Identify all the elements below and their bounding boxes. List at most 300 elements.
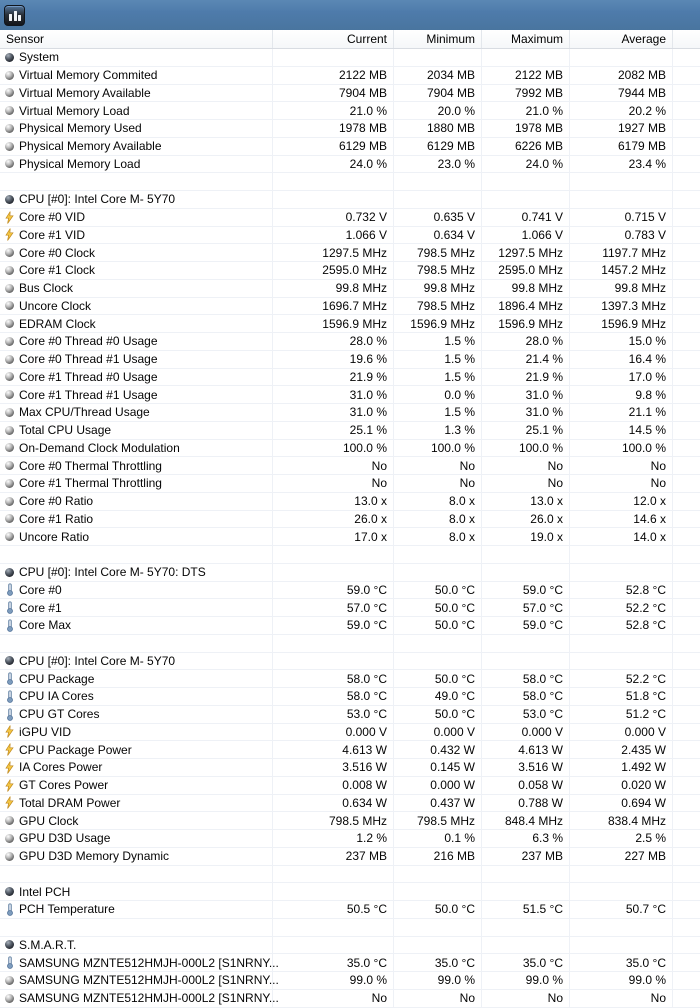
sensor-row[interactable] (0, 599, 700, 617)
sensor-row[interactable] (0, 120, 700, 138)
sensor-cell (0, 546, 273, 563)
sensor-value-average (570, 173, 673, 190)
sensor-value-minimum: 50.0 °C (394, 582, 482, 599)
sensor-value-average: No (570, 475, 673, 492)
sensor-value-minimum: 1.5 % (394, 369, 482, 386)
sensor-value-current: No (273, 457, 394, 474)
sensor-ball-icon (4, 512, 15, 525)
row-filler (673, 138, 700, 155)
table-header (0, 30, 700, 49)
sensor-value-minimum: 50.0 °C (394, 901, 482, 918)
column-header-maximum[interactable]: Maximum (482, 30, 570, 48)
sensor-value-maximum: 3.516 W (482, 759, 570, 776)
row-filler (673, 404, 700, 421)
sensor-value-average: 23.4 % (570, 156, 673, 173)
sensor-value-average: 20.2 % (570, 102, 673, 119)
row-filler (673, 528, 700, 545)
sensor-value-maximum: 1896.4 MHz (482, 298, 570, 315)
sensor-value-average (570, 635, 673, 652)
sensor-value-minimum: 50.0 °C (394, 706, 482, 723)
sensor-section-row[interactable] (0, 191, 700, 209)
sensor-ball-icon (4, 122, 15, 135)
sensor-section-row[interactable] (0, 937, 700, 955)
sensor-value-current: 17.0 x (273, 528, 394, 545)
sensor-value-current: 13.0 x (273, 493, 394, 510)
sensor-value-current: 58.0 °C (273, 688, 394, 705)
sensor-row[interactable] (0, 990, 700, 1008)
sensor-label: GPU D3D Memory Dynamic (19, 849, 170, 864)
sensor-section-row[interactable] (0, 49, 700, 67)
sensor-cell (0, 848, 273, 865)
sensor-value-current: 99.0 % (273, 972, 394, 989)
sensor-value-minimum: 0.0 % (394, 386, 482, 403)
sensor-value-average: No (570, 457, 673, 474)
sensor-ball-icon (4, 832, 15, 845)
sensor-value-maximum: 25.1 % (482, 422, 570, 439)
sensor-label: PCH Temperature (19, 902, 115, 917)
row-filler (673, 227, 700, 244)
sensor-label: CPU IA Cores (19, 689, 94, 704)
sensor-label: SAMSUNG MZNTE512HMJH-000L2 [S1NRNY... (19, 955, 279, 970)
sensor-cell (0, 156, 273, 173)
row-filler (673, 972, 700, 989)
sensor-value-average: 21.1 % (570, 404, 673, 421)
column-header-filler (673, 30, 700, 48)
row-filler (673, 954, 700, 971)
sensor-row[interactable] (0, 724, 700, 742)
sensor-value-minimum: 8.0 x (394, 511, 482, 528)
sensor-row[interactable] (0, 741, 700, 759)
sensor-cell (0, 85, 273, 102)
sensor-value-minimum: 8.0 x (394, 493, 482, 510)
sensor-row[interactable] (0, 830, 700, 848)
sensor-value-maximum: 0.000 V (482, 724, 570, 741)
sensor-cell (0, 741, 273, 758)
sensor-row[interactable] (0, 795, 700, 813)
sensor-value-minimum (394, 653, 482, 670)
sensor-label: CPU [#0]: Intel Core M- 5Y70: DTS (19, 565, 206, 580)
sensor-ball-icon (4, 86, 15, 99)
sensor-cell (0, 173, 273, 190)
sensor-category-icon (4, 938, 15, 951)
sensor-row[interactable] (0, 617, 700, 635)
sensor-value-minimum (394, 883, 482, 900)
sensor-row[interactable] (0, 670, 700, 688)
sensor-value-average: 52.2 °C (570, 599, 673, 616)
sensor-cell (0, 369, 273, 386)
row-filler (673, 120, 700, 137)
sensor-value-maximum: 58.0 °C (482, 670, 570, 687)
sensor-value-minimum: 35.0 °C (394, 954, 482, 971)
sensor-value-current: 1596.9 MHz (273, 315, 394, 332)
sensor-value-maximum: 35.0 °C (482, 954, 570, 971)
sensor-value-current: 31.0 % (273, 386, 394, 403)
sensor-value-current (273, 937, 394, 954)
sensor-value-maximum: 13.0 x (482, 493, 570, 510)
sensor-value-minimum: 798.5 MHz (394, 244, 482, 261)
row-filler (673, 315, 700, 332)
column-header-minimum[interactable]: Minimum (394, 30, 482, 48)
sensor-row[interactable] (0, 227, 700, 245)
sensor-row[interactable] (0, 280, 700, 298)
voltage-bolt-icon (4, 779, 15, 792)
sensor-row[interactable] (0, 262, 700, 280)
sensor-value-maximum: 58.0 °C (482, 688, 570, 705)
sensor-row[interactable] (0, 777, 700, 795)
sensor-label: Core #0 Thread #1 Usage (19, 352, 158, 367)
sensor-row[interactable] (0, 298, 700, 316)
row-filler (673, 564, 700, 581)
sensor-value-current (273, 546, 394, 563)
sensor-cell (0, 333, 273, 350)
sensor-value-current (273, 191, 394, 208)
sensor-row[interactable] (0, 582, 700, 600)
sensor-label: Total CPU Usage (19, 423, 112, 438)
sensor-label: Physical Memory Available (19, 139, 162, 154)
sensor-value-maximum: No (482, 990, 570, 1007)
sensor-cell (0, 102, 273, 119)
sensor-value-average: 12.0 x (570, 493, 673, 510)
sensor-ball-icon (4, 459, 15, 472)
sensor-cell (0, 919, 273, 936)
sensor-label: Core #0 Clock (19, 245, 96, 260)
sensor-value-current: 0.732 V (273, 209, 394, 226)
spacer-row (0, 919, 700, 937)
sensor-row[interactable] (0, 511, 700, 529)
spacer-row (0, 173, 700, 191)
sensor-row[interactable] (0, 156, 700, 174)
sensor-cell (0, 990, 279, 1007)
row-filler (673, 351, 700, 368)
sensor-row[interactable] (0, 972, 700, 990)
sensor-cell (0, 599, 273, 616)
sensor-value-current: 99.8 MHz (273, 280, 394, 297)
sensor-value-maximum (482, 883, 570, 900)
sensor-value-maximum: 28.0 % (482, 333, 570, 350)
row-filler (673, 262, 700, 279)
sensor-cell (0, 706, 273, 723)
sensor-label: GPU D3D Usage (19, 831, 111, 846)
sensor-row[interactable] (0, 67, 700, 85)
sensor-cell (0, 724, 273, 741)
sensor-value-minimum: 50.0 °C (394, 617, 482, 634)
sensor-cell (0, 404, 273, 421)
row-filler (673, 937, 700, 954)
sensor-value-average: 1596.9 MHz (570, 315, 673, 332)
sensor-value-minimum: No (394, 475, 482, 492)
sensor-cell (0, 954, 279, 971)
sensor-cell (0, 564, 273, 581)
sensor-value-minimum (394, 866, 482, 883)
sensor-value-average: 0.000 V (570, 724, 673, 741)
sensor-row[interactable] (0, 315, 700, 333)
sensor-category-icon (4, 654, 15, 667)
sensor-row[interactable] (0, 244, 700, 262)
sensor-ball-icon (4, 388, 15, 401)
sensor-cell (0, 440, 273, 457)
sensor-value-current: 3.516 W (273, 759, 394, 776)
sensor-value-minimum: No (394, 990, 482, 1007)
sensor-row[interactable] (0, 422, 700, 440)
sensor-value-average: 100.0 % (570, 440, 673, 457)
sensor-label: Core #0 (19, 582, 62, 597)
sensor-ball-icon (4, 299, 15, 312)
sensor-row[interactable] (0, 209, 700, 227)
sensor-ball-icon (4, 317, 15, 330)
sensor-label: Core #1 (19, 600, 62, 615)
sensor-row[interactable] (0, 759, 700, 777)
sensor-cell (0, 635, 273, 652)
sensor-value-current: 21.0 % (273, 102, 394, 119)
sensor-value-maximum (482, 173, 570, 190)
app-icon-bar (14, 11, 17, 21)
sensor-value-minimum: No (394, 457, 482, 474)
row-filler (673, 191, 700, 208)
sensor-row[interactable] (0, 351, 700, 369)
sensor-row[interactable] (0, 688, 700, 706)
sensor-row[interactable] (0, 440, 700, 458)
sensor-cell (0, 138, 273, 155)
sensor-ball-icon (4, 406, 15, 419)
sensor-ball-icon (4, 353, 15, 366)
sensor-value-current: 1297.5 MHz (273, 244, 394, 261)
sensor-cell (0, 315, 273, 332)
sensor-value-minimum: 0.437 W (394, 795, 482, 812)
sensor-value-maximum: 1596.9 MHz (482, 315, 570, 332)
sensor-value-average: 14.6 x (570, 511, 673, 528)
sensor-label: Core #0 Thermal Throttling (19, 458, 162, 473)
row-filler (673, 901, 700, 918)
sensor-row[interactable] (0, 848, 700, 866)
sensor-value-average: 6179 MB (570, 138, 673, 155)
sensor-value-average: 838.4 MHz (570, 812, 673, 829)
sensor-value-minimum: 1.3 % (394, 422, 482, 439)
sensor-value-average (570, 49, 673, 66)
sensor-row[interactable] (0, 954, 700, 972)
sensor-value-average: 2.435 W (570, 741, 673, 758)
sensor-value-minimum: 1596.9 MHz (394, 315, 482, 332)
sensor-row[interactable] (0, 528, 700, 546)
sensor-row[interactable] (0, 404, 700, 422)
sensor-label: Core #0 Ratio (19, 494, 94, 509)
sensor-row[interactable] (0, 85, 700, 103)
sensor-value-minimum (394, 937, 482, 954)
sensor-value-average: 52.8 °C (570, 582, 673, 599)
sensor-value-maximum: 7992 MB (482, 85, 570, 102)
sensor-cell (0, 617, 273, 634)
sensor-value-average (570, 191, 673, 208)
row-filler (673, 795, 700, 812)
sensor-value-average: 2.5 % (570, 830, 673, 847)
sensor-label: CPU [#0]: Intel Core M- 5Y70 (19, 192, 176, 207)
sensor-value-current: 798.5 MHz (273, 812, 394, 829)
sensor-ball-icon (4, 424, 15, 437)
sensor-value-minimum: 0.635 V (394, 209, 482, 226)
sensor-row[interactable] (0, 369, 700, 387)
sensor-row[interactable] (0, 706, 700, 724)
temperature-thermometer-icon (4, 583, 15, 596)
sensor-value-average: 14.5 % (570, 422, 673, 439)
sensor-cell (0, 493, 273, 510)
sensor-label: Intel PCH (19, 884, 71, 899)
row-filler (673, 617, 700, 634)
sensor-value-current: 21.9 % (273, 369, 394, 386)
sensor-section-row[interactable] (0, 564, 700, 582)
sensor-row[interactable] (0, 493, 700, 511)
sensor-value-minimum: 1.5 % (394, 333, 482, 350)
sensor-value-average: 35.0 °C (570, 954, 673, 971)
sensor-label: Virtual Memory Load (19, 103, 130, 118)
sensor-row[interactable] (0, 102, 700, 120)
sensor-ball-icon (4, 246, 15, 259)
sensor-ball-icon (4, 814, 15, 827)
sensor-value-maximum: 31.0 % (482, 404, 570, 421)
sensor-value-current (273, 919, 394, 936)
sensor-label: SAMSUNG MZNTE512HMJH-000L2 [S1NRNY... (19, 973, 279, 988)
sensor-label: Core #1 Thread #0 Usage (19, 369, 158, 384)
sensor-value-average: 1397.3 MHz (570, 298, 673, 315)
sensor-row[interactable] (0, 138, 700, 156)
sensor-cell (0, 528, 273, 545)
sensor-cell (0, 244, 273, 261)
sensor-cell (0, 883, 273, 900)
sensor-ball-icon (4, 264, 15, 277)
sensor-label: EDRAM Clock (19, 316, 96, 331)
sensor-value-current: 1696.7 MHz (273, 298, 394, 315)
sensor-label: Uncore Ratio (19, 529, 90, 544)
sensor-value-current (273, 653, 394, 670)
sensor-value-average: 50.7 °C (570, 901, 673, 918)
row-filler (673, 653, 700, 670)
sensor-row[interactable] (0, 812, 700, 830)
sensor-value-maximum (482, 866, 570, 883)
sensor-value-minimum (394, 191, 482, 208)
sensor-value-average (570, 866, 673, 883)
sensor-value-minimum: 8.0 x (394, 528, 482, 545)
sensor-value-current: 0.634 W (273, 795, 394, 812)
sensor-value-average: 7944 MB (570, 85, 673, 102)
sensor-value-minimum (394, 546, 482, 563)
sensor-value-current: 237 MB (273, 848, 394, 865)
sensor-value-current: 26.0 x (273, 511, 394, 528)
sensor-cell (0, 262, 273, 279)
sensor-value-minimum: 50.0 °C (394, 670, 482, 687)
sensor-label: Max CPU/Thread Usage (19, 405, 150, 420)
sensor-value-maximum: No (482, 475, 570, 492)
hwinfo-sensors-app-icon[interactable] (4, 5, 25, 26)
sensor-label: Total DRAM Power (19, 795, 121, 810)
spacer-row (0, 866, 700, 884)
sensor-cell (0, 511, 273, 528)
sensor-value-minimum: 0.432 W (394, 741, 482, 758)
sensor-value-maximum: 1978 MB (482, 120, 570, 137)
sensor-value-maximum (482, 919, 570, 936)
sensor-cell (0, 937, 273, 954)
sensor-row[interactable] (0, 333, 700, 351)
sensor-section-row[interactable] (0, 883, 700, 901)
sensor-value-average: 99.8 MHz (570, 280, 673, 297)
sensor-value-current (273, 49, 394, 66)
sensor-value-average: 15.0 % (570, 333, 673, 350)
sensor-row[interactable] (0, 901, 700, 919)
row-filler (673, 599, 700, 616)
sensor-row[interactable] (0, 386, 700, 404)
row-filler (673, 422, 700, 439)
sensor-ball-icon (4, 441, 15, 454)
sensor-value-maximum (482, 546, 570, 563)
sensor-ball-icon (4, 530, 15, 543)
sensor-value-current: 100.0 % (273, 440, 394, 457)
row-filler (673, 812, 700, 829)
row-filler (673, 280, 700, 297)
sensor-value-current: 1.2 % (273, 830, 394, 847)
sensor-value-maximum: 1.066 V (482, 227, 570, 244)
sensor-value-average: 52.8 °C (570, 617, 673, 634)
sensor-label: Core #0 VID (19, 210, 86, 225)
sensor-section-row[interactable] (0, 653, 700, 671)
row-filler (673, 990, 700, 1007)
sensor-cell (0, 227, 273, 244)
sensor-category-icon (4, 566, 15, 579)
temperature-thermometer-icon (4, 956, 15, 969)
sensor-cell (0, 866, 273, 883)
voltage-bolt-icon (4, 725, 15, 738)
voltage-bolt-icon (4, 211, 15, 224)
sensor-label: CPU [#0]: Intel Core M- 5Y70 (19, 653, 176, 668)
sensor-ball-icon (4, 477, 15, 490)
row-filler (673, 777, 700, 794)
sensor-value-maximum: 99.0 % (482, 972, 570, 989)
sensor-value-maximum: 26.0 x (482, 511, 570, 528)
sensor-value-minimum: 20.0 % (394, 102, 482, 119)
sensor-label: Virtual Memory Available (19, 85, 151, 100)
sensor-row[interactable] (0, 457, 700, 475)
row-filler (673, 156, 700, 173)
sensor-label: Physical Memory Load (19, 156, 141, 171)
sensor-value-current: 24.0 % (273, 156, 394, 173)
sensor-value-average: 1927 MB (570, 120, 673, 137)
sensor-value-average: 16.4 % (570, 351, 673, 368)
sensor-cell (0, 209, 273, 226)
sensor-value-maximum (482, 191, 570, 208)
sensor-label: Physical Memory Used (19, 121, 142, 136)
sensor-value-maximum: 237 MB (482, 848, 570, 865)
temperature-thermometer-icon (4, 708, 15, 721)
sensor-value-maximum: 31.0 % (482, 386, 570, 403)
sensor-cell (0, 191, 273, 208)
row-filler (673, 883, 700, 900)
sensor-value-current (273, 866, 394, 883)
window-titlebar[interactable] (0, 0, 700, 30)
column-header-sensor[interactable]: Sensor (0, 30, 273, 48)
column-header-current[interactable]: Current (273, 30, 394, 48)
column-header-average[interactable]: Average (570, 30, 673, 48)
sensor-value-maximum (482, 937, 570, 954)
sensor-label: CPU Package Power (19, 742, 132, 757)
sensor-value-average: 1457.2 MHz (570, 262, 673, 279)
sensor-label: Bus Clock (19, 281, 74, 296)
sensor-value-average: 1197.7 MHz (570, 244, 673, 261)
sensor-value-minimum (394, 49, 482, 66)
sensor-row[interactable] (0, 475, 700, 493)
sensor-value-current: 59.0 °C (273, 617, 394, 634)
row-filler (673, 866, 700, 883)
sensor-label: Core Max (19, 618, 72, 633)
row-filler (673, 919, 700, 936)
sensor-value-average: 0.715 V (570, 209, 673, 226)
temperature-thermometer-icon (4, 601, 15, 614)
sensor-value-maximum (482, 564, 570, 581)
